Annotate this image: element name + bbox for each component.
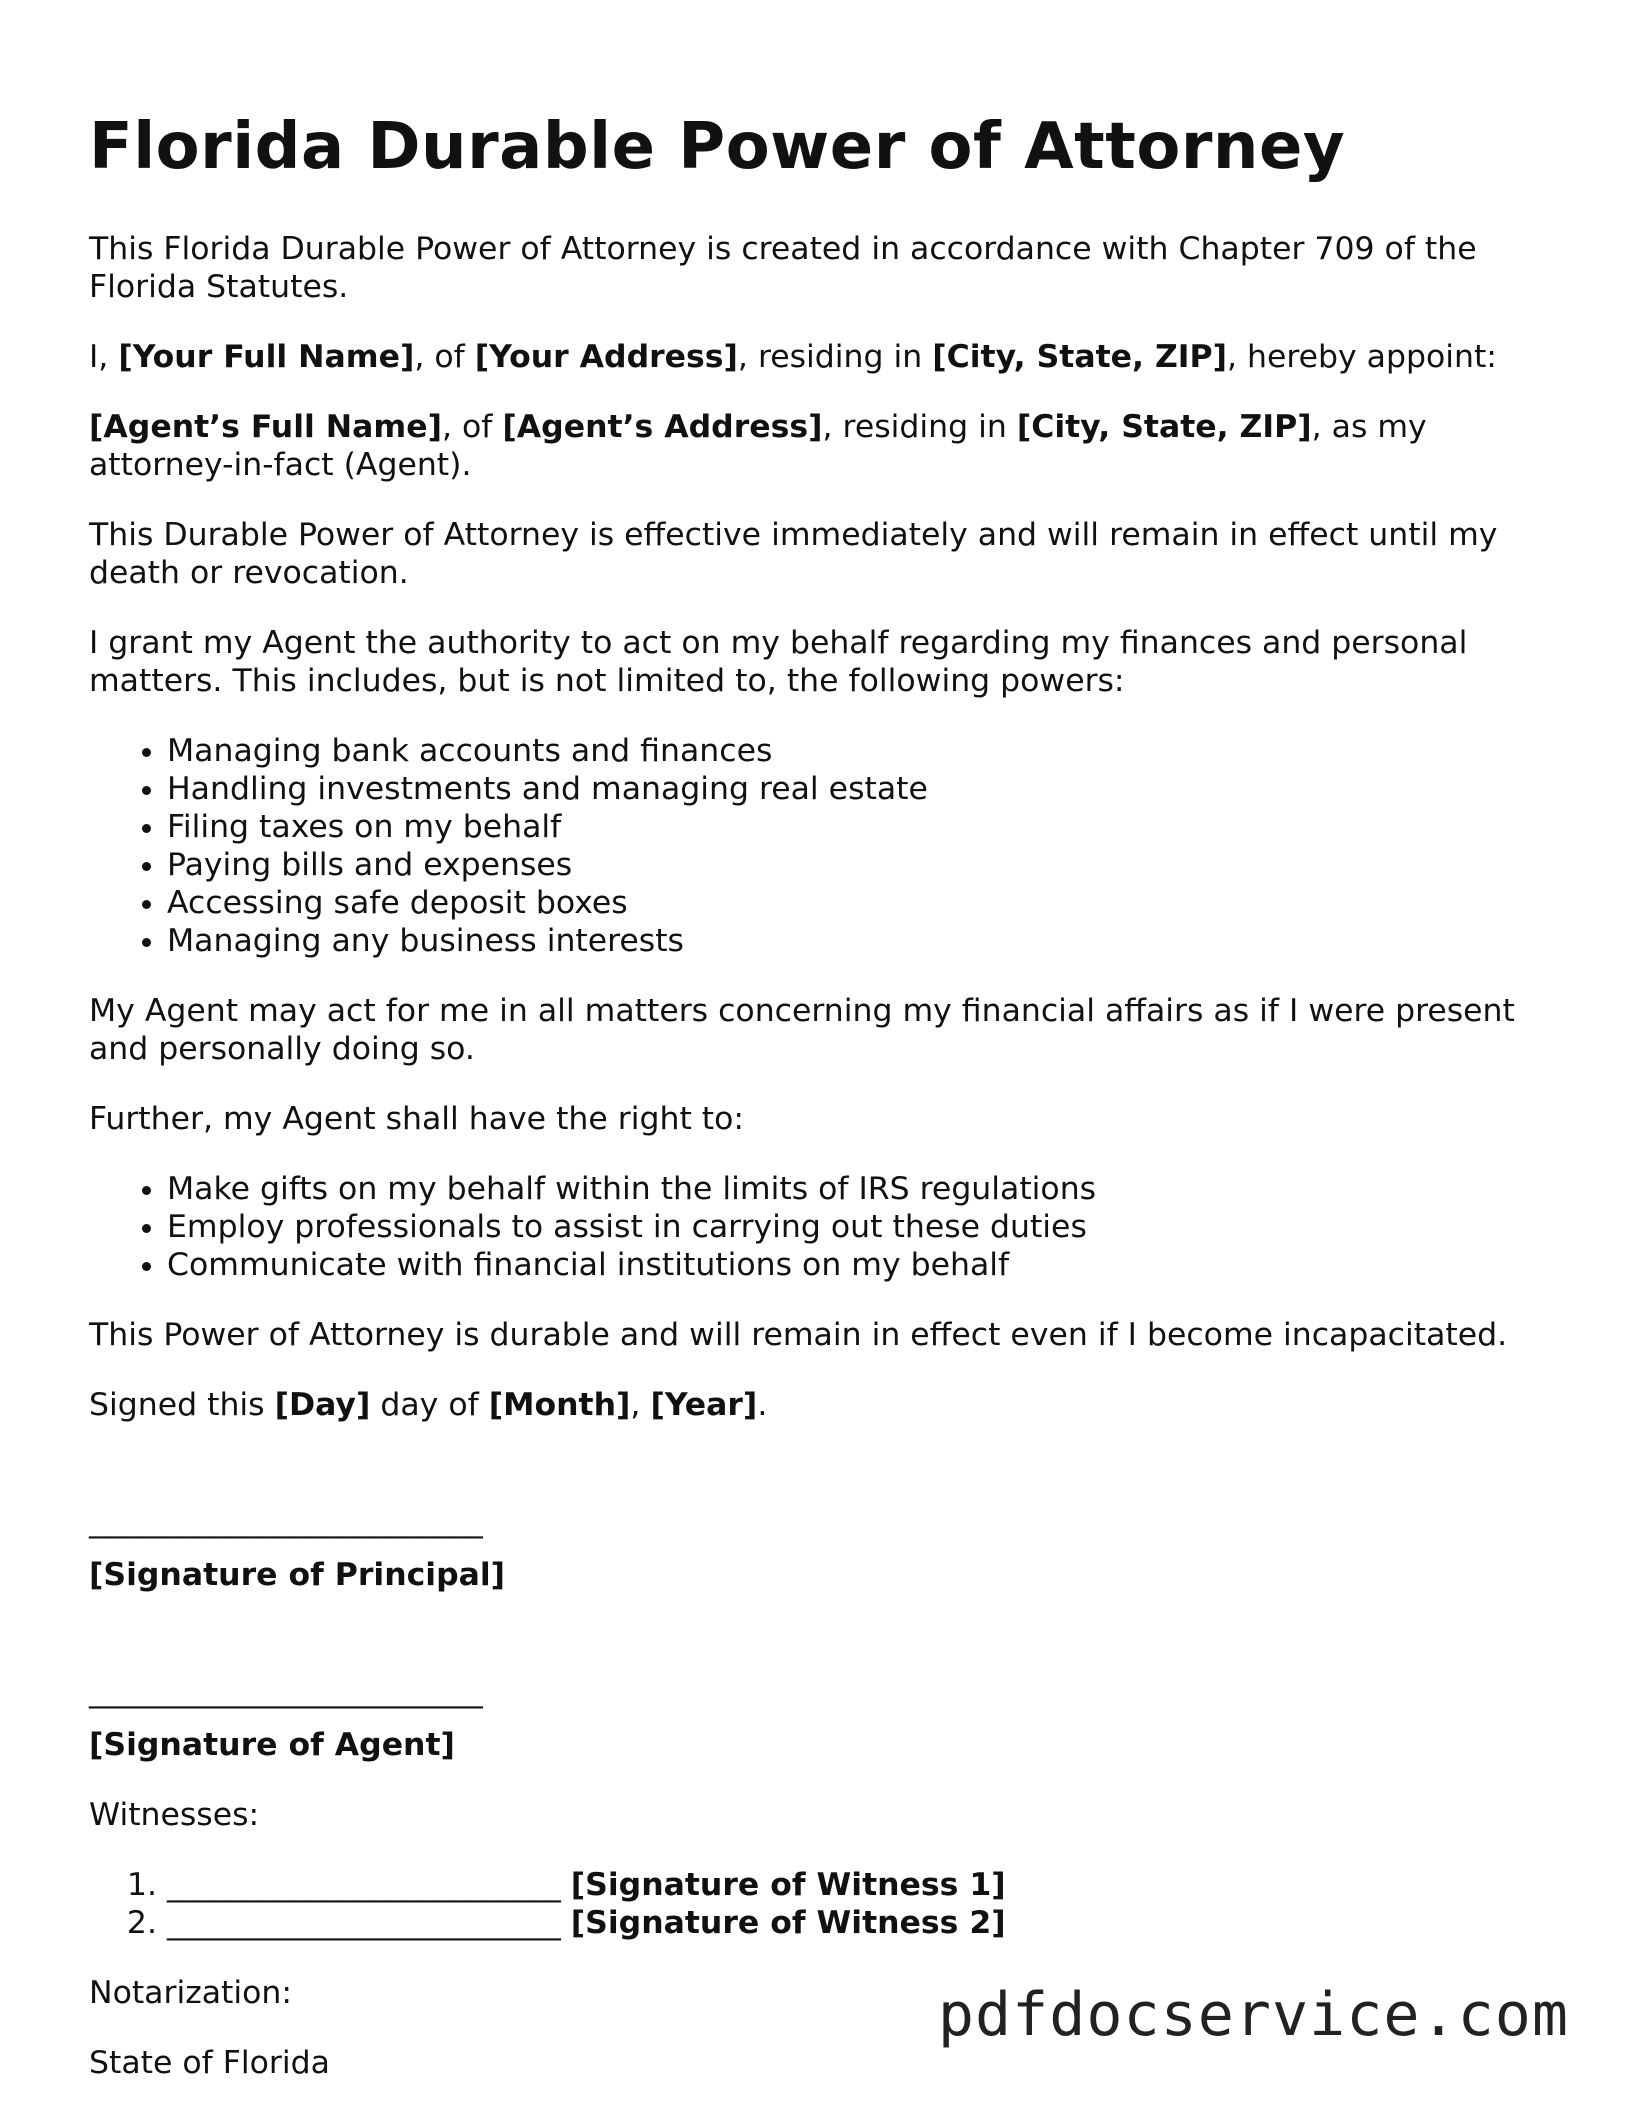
list-item: • Make gifts on my behalf within the limits of IRS regulations bbox=[167, 1170, 1549, 1208]
act-for-me-paragraph: My Agent may act for me in all matters concerning my financial affairs as if I were present and personally doing so. bbox=[89, 993, 1515, 1067]
day-placeholder: [Day] bbox=[274, 1387, 371, 1423]
month-placeholder: [Month] bbox=[488, 1387, 631, 1423]
notarization-label: Notarization: bbox=[89, 1975, 292, 2011]
agent-signature-label: [Signature of Agent] bbox=[89, 1727, 455, 1763]
list-item: • Paying bills and expenses bbox=[167, 846, 1549, 884]
list-item: • Filing taxes on my behalf bbox=[167, 808, 1549, 846]
list-item: • Handling investments and managing real estate bbox=[167, 770, 1549, 808]
watermark-text: pdfdocservice.com bbox=[937, 1980, 1569, 2050]
witnesses-label: Witnesses: bbox=[89, 1797, 260, 1833]
witnesses-list bbox=[89, 1866, 1549, 1942]
witness-signature-label: [Signature of Witness 1] bbox=[570, 1867, 1006, 1903]
powers-list bbox=[89, 732, 1549, 960]
agent-name-placeholder: [Agent’s Full Name] bbox=[89, 409, 442, 445]
document-page bbox=[89, 108, 1549, 2114]
witness-signature-label: [Signature of Witness 2] bbox=[570, 1905, 1006, 1941]
further-paragraph: Further, my Agent shall have the right to: bbox=[89, 1101, 745, 1137]
list-item: • Communicate with financial institutions on my behalf bbox=[167, 1246, 1549, 1284]
principal-city-placeholder: [City, State, ZIP] bbox=[932, 339, 1227, 375]
witness-signature-line: _________________________ bbox=[167, 1905, 561, 1941]
grant-paragraph: I grant my Agent the authority to act on my behalf regarding my finances and personal matters. This includes, but is not limited to, the following powers: bbox=[89, 625, 1468, 699]
principal-paragraph: I, [Your Full Name], of [Your Address], residing in [City, State, ZIP], hereby appoint: bbox=[89, 339, 1497, 375]
list-item: • Managing any business interests bbox=[167, 922, 1549, 960]
principal-signature-label: [Signature of Principal] bbox=[89, 1557, 506, 1593]
rights-list bbox=[89, 1170, 1549, 1284]
list-item: • Managing bank accounts and finances bbox=[167, 732, 1549, 770]
intro-paragraph: This Florida Durable Power of Attorney is created in accordance with Chapter 709 of the Florida Statutes. bbox=[89, 231, 1477, 305]
state-line: State of Florida bbox=[89, 2045, 330, 2081]
document-title: Florida Durable Power of Attorney bbox=[89, 110, 1346, 184]
list-item: • Employ professionals to assist in carrying out these duties bbox=[167, 1208, 1549, 1246]
agent-signature-line: _________________________ bbox=[89, 1673, 483, 1709]
principal-name-placeholder: [Your Full Name] bbox=[118, 339, 415, 375]
year-placeholder: [Year] bbox=[650, 1387, 758, 1423]
list-item bbox=[167, 1904, 1549, 1942]
effective-paragraph: This Durable Power of Attorney is effective immediately and will remain in effect until my death or revocation. bbox=[89, 517, 1498, 591]
durable-paragraph: This Power of Attorney is durable and will remain in effect even if I become incapacitated. bbox=[89, 1317, 1508, 1353]
principal-signature-line: _________________________ bbox=[89, 1503, 483, 1539]
list-item bbox=[167, 1866, 1549, 1904]
agent-address-placeholder: [Agent’s Address] bbox=[502, 409, 823, 445]
list-item: • Accessing safe deposit boxes bbox=[167, 884, 1549, 922]
agent-paragraph: [Agent’s Full Name], of [Agent’s Address], residing in [City, State, ZIP], as my attorney-in-fact (Agent). bbox=[89, 409, 1427, 483]
witness-signature-line: _________________________ bbox=[167, 1867, 561, 1903]
principal-address-placeholder: [Your Address] bbox=[474, 339, 738, 375]
agent-city-placeholder: [City, State, ZIP] bbox=[1016, 409, 1312, 445]
signed-date-line: Signed this [Day] day of [Month], [Year]. bbox=[89, 1387, 768, 1423]
